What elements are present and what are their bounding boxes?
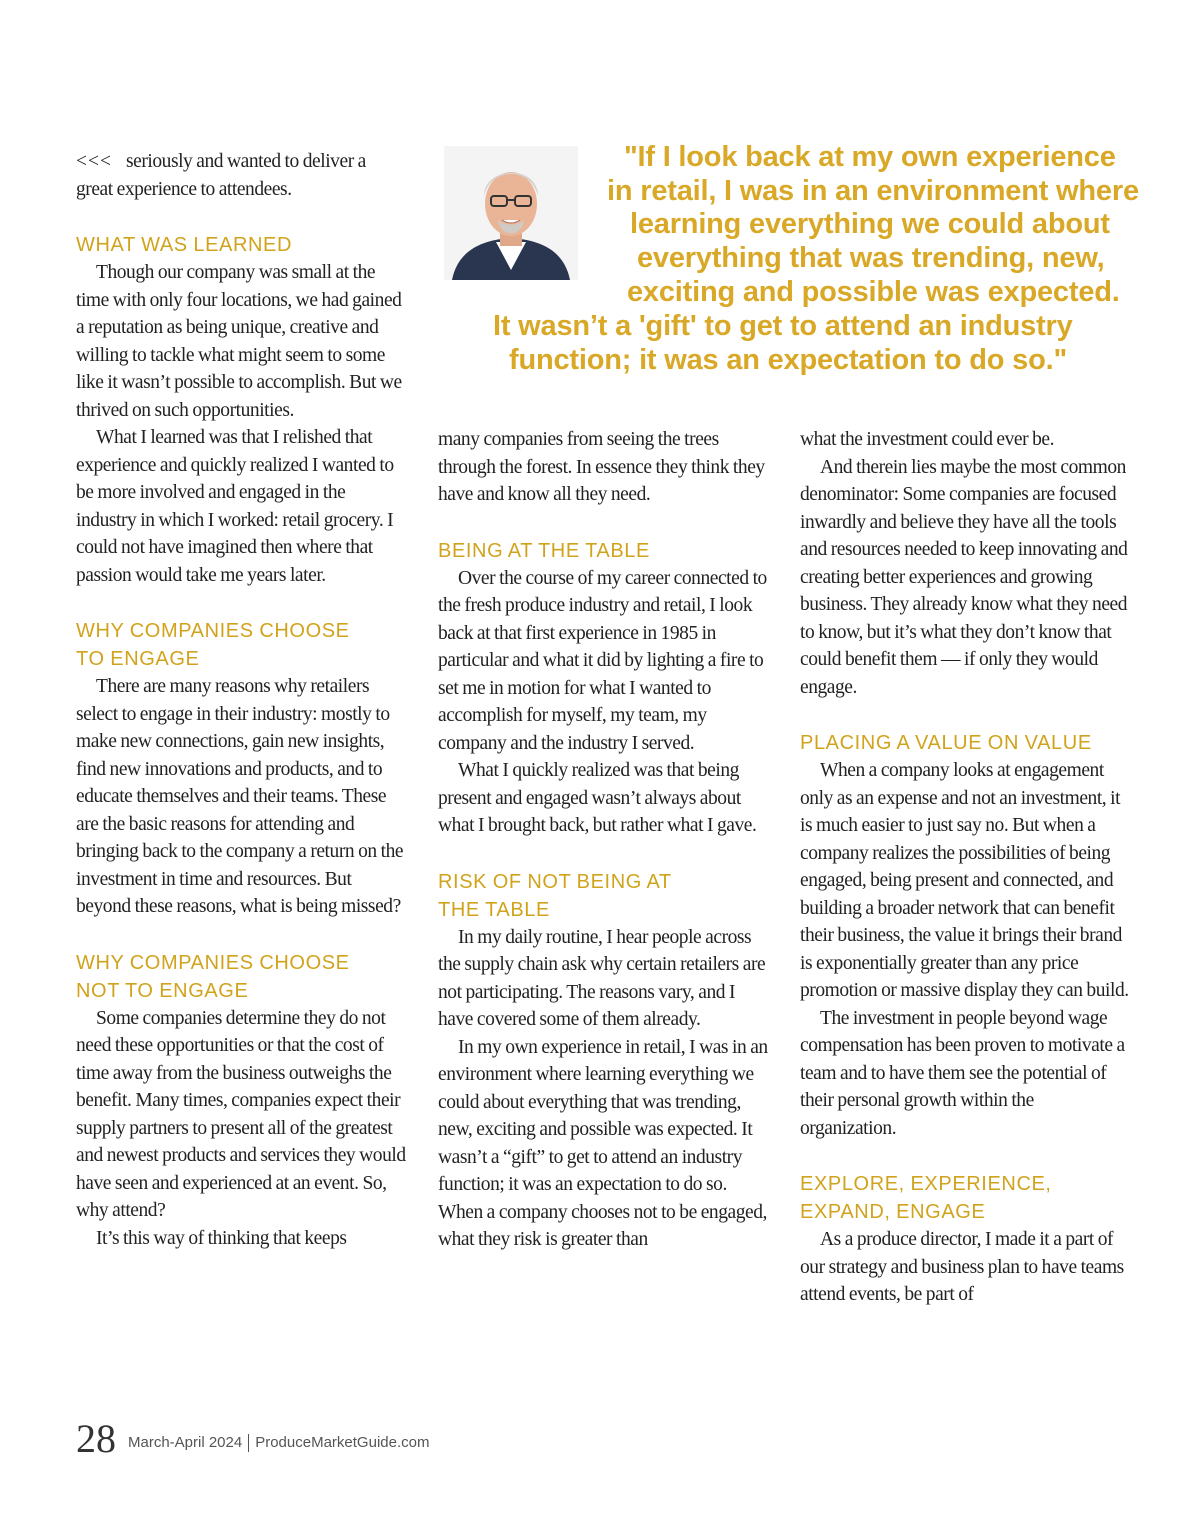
page-footer [76, 1414, 429, 1464]
section-heading: WHY COMPANIES CHOOSE TO ENGAGE [76, 620, 350, 670]
page-number: 28 [76, 1416, 116, 1461]
author-portrait-illustration [444, 146, 578, 280]
article-column-1 [76, 148, 406, 1252]
section-heading: WHY COMPANIES CHOOSE NOT TO ENGAGE [76, 951, 350, 1002]
article-column-3 [800, 426, 1130, 1309]
body-paragraph: As a produce director, I made it a part of our strategy and business plan to have teams attend events, be part of [800, 1229, 1124, 1305]
pull-quote-line: exciting and possible was expected. [627, 276, 1120, 308]
pull-quote-line: everything that was trending, new, [637, 242, 1105, 274]
section-heading: PLACING A VALUE ON VALUE [800, 732, 1092, 754]
article-column-2 [438, 426, 768, 1254]
body-paragraph: What I quickly realized was that being present and engaged wasn’t always about what I brought back, but rather what I gave. [438, 760, 757, 836]
body-paragraph: Some companies determine they do not need these opportunities or that the cost of time away from the business outweighs the benefit. Many times, companies expect their supply partners to present all of the greatest and newest products and services they would have seen and experienced at an event. So, why attend? [76, 1007, 406, 1221]
body-paragraph: In my own experience in retail, I was in an environment where learning everything we could about everything that was trending, new, exciting and possible was expected. It wasn’t a “gift” to get to attend an industry function; it was an expectation to do so. When a company chooses not to be engaged, what they risk is greater than [438, 1036, 768, 1250]
body-paragraph: Though our company was small at the time with only four locations, we had gained a reputation as being unique, creative and willing to tackle what might seem to some like it wasn’t possible to accomplish. But we thrived on such opportunities. [76, 262, 402, 421]
pull-quote-line: function; it was an expectation to do so." [509, 344, 1067, 376]
issue-date: March-April 2024 [128, 1433, 243, 1451]
body-paragraph: There are many reasons why retailers select to engage in their industry: mostly to make new connections, gain new insights, find new innovations and products, and to educate themselves and their teams. These are the basic reasons for attending and bringing back to the company a return on the investment in time and resources. But beyond these reasons, what is being missed? [76, 676, 404, 917]
continuation-paragraph: <<< seriously and wanted to deliver a great experience to attendees. [76, 151, 366, 200]
body-paragraph: It’s this way of thinking that keeps [96, 1227, 347, 1249]
section-heading: BEING AT THE TABLE [438, 539, 650, 562]
body-paragraph: many companies from seeing the trees through the forest. In essence they think they have and know all they need. [438, 429, 765, 505]
pull-quote-line: It wasn’t a 'gift' to get to attend an industry [493, 310, 1073, 342]
body-paragraph: what the investment could ever be. [800, 429, 1055, 450]
body-paragraph: Over the course of my career connected to the fresh produce industry and retail, I look back at that first experience in 1985 in particular and what it did by lighting a fire to set me in motion for what I wanted to accomplish for myself, my team, my company and the industry I served. [438, 567, 767, 754]
publication-info [128, 1434, 429, 1452]
body-paragraph: And therein lies maybe the most common denominator: Some companies are focused inwardly and believe they have all the tools and resources needed to keep innovating and creating better experiences and growing business. They already know what they need to know, but it’s what they don’t know that could benefit them — if only they would engage. [800, 456, 1128, 698]
divider [248, 1434, 249, 1452]
author-portrait [444, 146, 578, 280]
website-link[interactable]: ProduceMarketGuide.com [255, 1433, 430, 1451]
section-heading: EXPLORE, EXPERIENCE, EXPAND, ENGAGE [800, 1173, 1052, 1223]
pull-quote-line: learning everything we could about [630, 208, 1110, 240]
body-paragraph: When a company looks at engagement only as an expense and not an investment, it is much easier to just say no. But when a company realizes the possibilities of being engaged, being present and connected, and building a broader network that can benefit their business, the value it brings their brand is exponentially greater than any price promotion or massive display they can build. [800, 760, 1129, 1001]
body-paragraph: In my daily routine, I hear people across the supply chain ask why certain retailers are not participating. The reasons vary, and I have covered some of them already. [438, 926, 766, 1030]
pull-quote-line: in retail, I was in an environment where [607, 175, 1139, 207]
body-paragraph: The investment in people beyond wage compensation has been proven to motivate a team and to have them see the potential of their personal growth within the organization. [800, 1007, 1125, 1139]
pull-quote-line: "If I look back at my own experience [624, 141, 1116, 173]
body-paragraph: What I learned was that I relished that experience and quickly realized I wanted to be more involved and engaged in the industry in which I worked: retail grocery. I could not have imagined then where that passion would take me years later. [76, 427, 394, 586]
continued-from-icon: <<< [76, 151, 112, 172]
section-heading: WHAT WAS LEARNED [76, 234, 293, 256]
section-heading: RISK OF NOT BEING AT THE TABLE [438, 870, 672, 921]
